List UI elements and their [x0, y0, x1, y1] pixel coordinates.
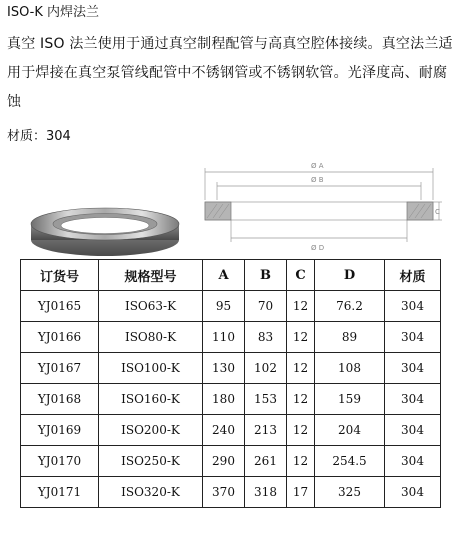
- table-row: [21, 446, 441, 477]
- header-c: C: [287, 260, 315, 291]
- cell-material: 304: [385, 384, 441, 415]
- table-header-row: [21, 260, 441, 291]
- cell-model: ISO63-K: [99, 291, 203, 322]
- cell-b: 153: [245, 384, 287, 415]
- table-row: [21, 291, 441, 322]
- cell-d: 159: [315, 384, 385, 415]
- cell-a: 110: [203, 322, 245, 353]
- dim-label-d: Ø D: [311, 244, 325, 252]
- cell-model: ISO100-K: [99, 353, 203, 384]
- dim-label-c: C: [435, 208, 440, 216]
- table-row: [21, 415, 441, 446]
- cell-c: 12: [287, 415, 315, 446]
- table-row: [21, 322, 441, 353]
- cell-c: 12: [287, 384, 315, 415]
- cell-order-no: YJ0170: [21, 446, 99, 477]
- cell-model: ISO200-K: [99, 415, 203, 446]
- cell-material: 304: [385, 291, 441, 322]
- cell-model: ISO160-K: [99, 384, 203, 415]
- cell-material: 304: [385, 415, 441, 446]
- header-model: 规格型号: [99, 260, 203, 291]
- header-a: A: [203, 260, 245, 291]
- cell-a: 130: [203, 353, 245, 384]
- cell-a: 95: [203, 291, 245, 322]
- cell-b: 261: [245, 446, 287, 477]
- cell-a: 240: [203, 415, 245, 446]
- product-title: ISO-K 内焊法兰: [7, 5, 100, 20]
- cell-b: 213: [245, 415, 287, 446]
- cell-c: 12: [287, 353, 315, 384]
- cell-order-no: YJ0168: [21, 384, 99, 415]
- dim-label-b: Ø B: [311, 176, 324, 184]
- header-material: 材质: [385, 260, 441, 291]
- material-label: 材质：304: [7, 129, 71, 144]
- cell-material: 304: [385, 477, 441, 508]
- cell-order-no: YJ0165: [21, 291, 99, 322]
- cell-material: 304: [385, 353, 441, 384]
- cell-order-no: YJ0171: [21, 477, 99, 508]
- cell-b: 102: [245, 353, 287, 384]
- cell-b: 318: [245, 477, 287, 508]
- ring-bore: [61, 218, 149, 234]
- header-order-no: 订货号: [21, 260, 99, 291]
- cell-model: ISO320-K: [99, 477, 203, 508]
- cell-d: 254.5: [315, 446, 385, 477]
- cell-d: 325: [315, 477, 385, 508]
- dim-label-a: Ø A: [311, 162, 324, 170]
- table-row: [21, 353, 441, 384]
- cell-c: 17: [287, 477, 315, 508]
- product-description: 真空 ISO 法兰使用于通过真空制程配管与高真空腔体接续。真空法兰适用于焊接在真空泵管线配管中不锈钢管或不锈钢软管。光泽度高、耐腐蚀: [7, 36, 453, 110]
- cell-order-no: YJ0169: [21, 415, 99, 446]
- cell-order-no: YJ0167: [21, 353, 99, 384]
- cell-model: ISO250-K: [99, 446, 203, 477]
- cell-b: 83: [245, 322, 287, 353]
- table-row: [21, 477, 441, 508]
- cell-b: 70: [245, 291, 287, 322]
- cell-d: 108: [315, 353, 385, 384]
- cell-a: 290: [203, 446, 245, 477]
- cell-d: 204: [315, 415, 385, 446]
- specification-table: [20, 259, 441, 508]
- cell-c: 12: [287, 322, 315, 353]
- cell-material: 304: [385, 446, 441, 477]
- cell-a: 370: [203, 477, 245, 508]
- cell-d: 89: [315, 322, 385, 353]
- cell-model: ISO80-K: [99, 322, 203, 353]
- cell-c: 12: [287, 291, 315, 322]
- header-b: B: [245, 260, 287, 291]
- cell-material: 304: [385, 322, 441, 353]
- header-d: D: [315, 260, 385, 291]
- cell-d: 76.2: [315, 291, 385, 322]
- cell-order-no: YJ0166: [21, 322, 99, 353]
- table-row: [21, 384, 441, 415]
- flange-product-image: [25, 200, 185, 260]
- flange-cross-section-drawing: [195, 152, 443, 256]
- cell-a: 180: [203, 384, 245, 415]
- cell-c: 12: [287, 446, 315, 477]
